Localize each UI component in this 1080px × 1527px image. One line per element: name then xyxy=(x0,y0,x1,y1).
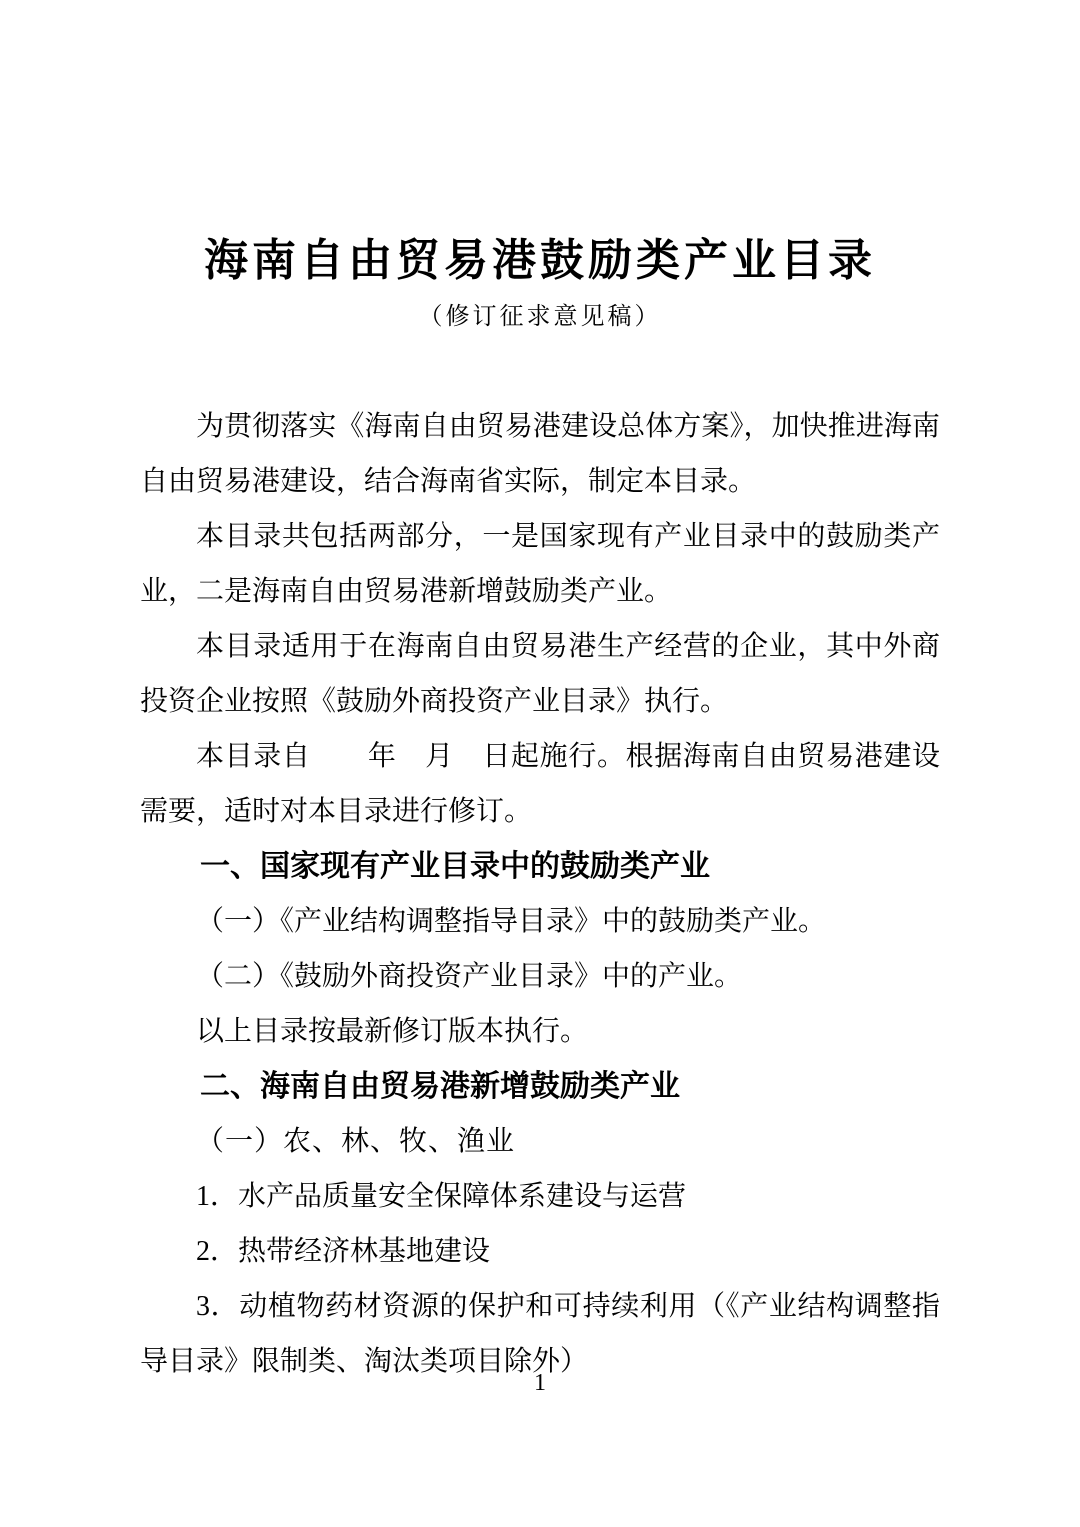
numbered-item: 2．热带经济林基地建设 xyxy=(196,1236,491,1268)
numbered-item: 3．动植物药材资源的保护和可持续利用（《产业结构调整指导目录》限制类、淘汰类项目除外） xyxy=(140,1291,940,1378)
kai-heading: （一）农、林、牧、渔业 xyxy=(196,1126,516,1158)
page-number: 1 xyxy=(534,1370,546,1396)
numbered-item: 1．水产品质量安全保障体系建设与运营 xyxy=(196,1181,687,1213)
paragraph: 为贯彻落实《海南自由贸易港建设总体方案》，加快推进海南自由贸易港建设，结合海南省实际，制定本目录。 xyxy=(140,411,940,498)
document-body xyxy=(140,399,940,1389)
paragraph: （二）《鼓励外商投资产业目录》中的产业。 xyxy=(196,961,743,993)
paragraph: 本目录自 年 月 日起施行。根据海南自由贸易港建设需要，适时对本目录进行修订。 xyxy=(140,741,940,828)
paragraph: 本目录适用于在海南自由贸易港生产经营的企业，其中外商投资企业按照《鼓励外商投资产业目录》执行。 xyxy=(140,631,940,718)
paragraph: 本目录共包括两部分，一是国家现有产业目录中的鼓励类产业，二是海南自由贸易港新增鼓励类产业。 xyxy=(140,521,940,608)
paragraph: （一）《产业结构调整指导目录》中的鼓励类产业。 xyxy=(196,906,827,938)
heading: 二、海南自由贸易港新增鼓励类产业 xyxy=(200,1070,680,1104)
paragraph: 以上目录按最新修订版本执行。 xyxy=(196,1016,589,1048)
document-title: 海南自由贸易港鼓励类产业目录 xyxy=(204,236,876,285)
document-subtitle: （修订征求意见稿） xyxy=(418,303,662,330)
heading: 一、国家现有产业目录中的鼓励类产业 xyxy=(200,850,710,884)
